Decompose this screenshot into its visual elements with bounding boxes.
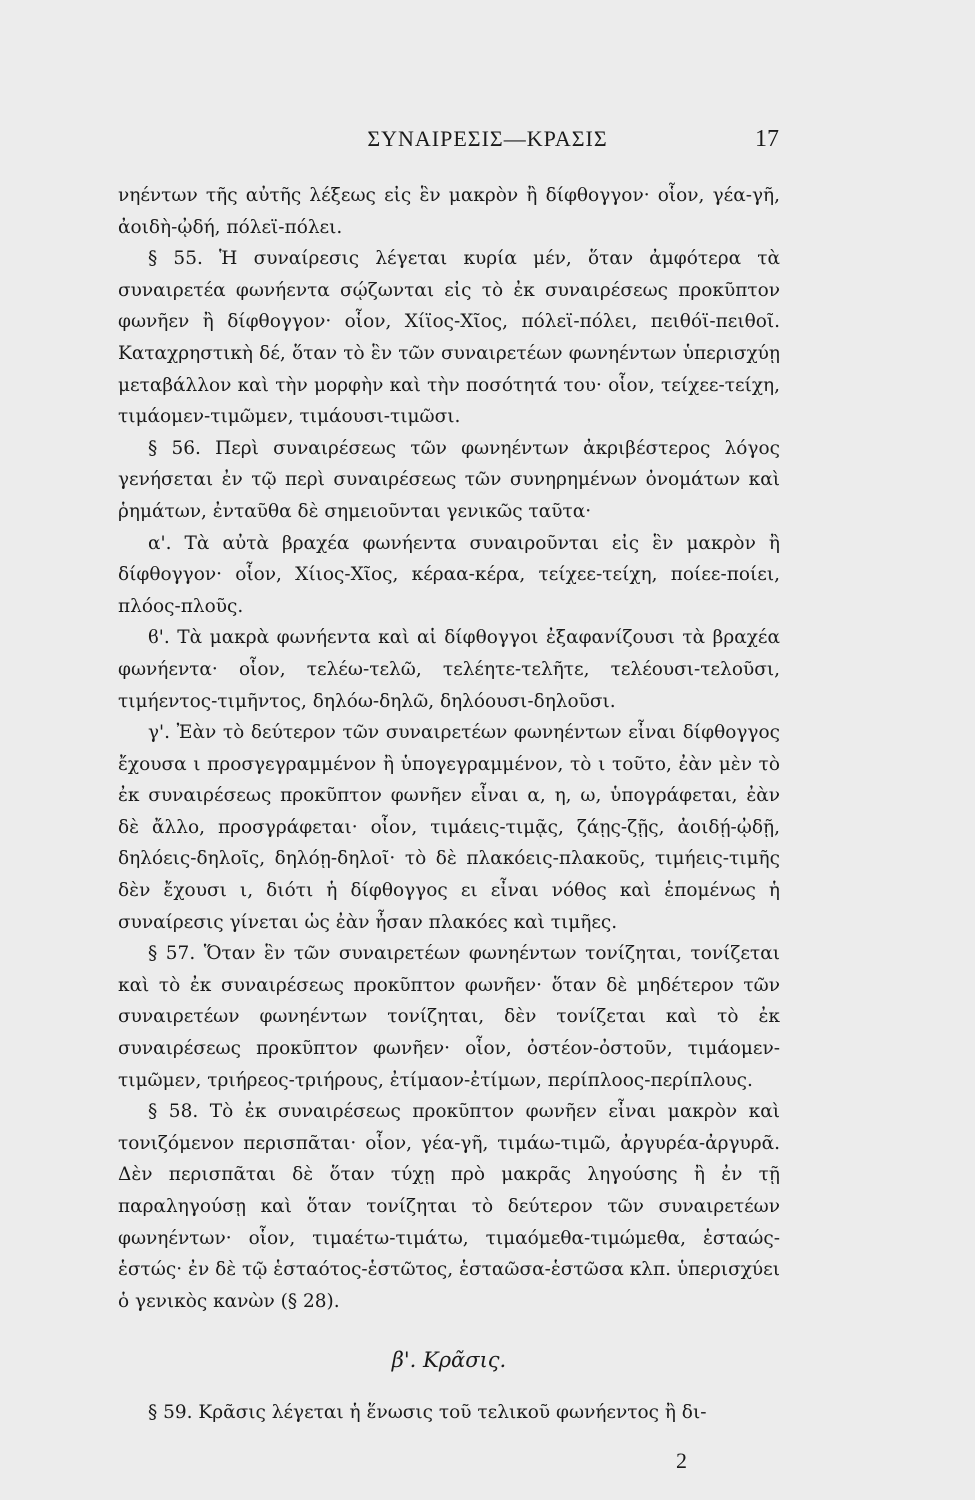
paragraph-section-59: § 59. Κρᾶσις λέγεται ἡ ἕνωσις τοῦ τελικοῦ φωνήεντος ἢ δι- (148, 1401, 707, 1423)
body-text (118, 180, 780, 1429)
paragraph-rule-b: ϐ'. Τὰ μακρὰ φωνήεντα καὶ αἱ δίφθογγοι ἐξαφανίζουσι τὰ βραχέα φωνήεντα· οἷον, τελέω-τελῶ, τελέητε-τελῆτε, τελέουσι-τελοῦσι, τιμήεντος-τιμῆντος, δηλόω-δηλῶ, δηλόουσι-δηλοῦσι. (118, 627, 780, 712)
paragraph-rule-a: α'. Τὰ αὐτὰ βραχέα φωνήεντα συναιροῦνται εἰς ἓν μακρὸν ἢ δίφθογγον· οἷον, Χίιος-Χῖος, κέραα-κέρα, τείχεε-τείχη, ποίεε-ποίει, πλόος-πλοῦς. (118, 532, 780, 617)
page-header (0, 126, 975, 158)
paragraph-section-56: § 56. Περὶ συναιρέσεως τῶν φωνηέντων ἀκριβέστερος λόγος γενήσεται ἐν τῷ περὶ συναιρέσεως τῶν συνηρημένων ὀνομάτων καὶ ῥημάτων, ἐνταῦθα δὲ σημειοῦνται γενικῶς ταῦτα· (118, 437, 780, 522)
paragraph-continuation: νηέντων τῆς αὐτῆς λέξεως εἰς ἓν μακρὸν ἢ δίφθογγον· οἷον, γέα-γῆ, ἀοιδὴ-ᾠδή, πόλεϊ-πόλει. (118, 185, 780, 238)
section-subheading: β'. Κρᾶσις. (391, 1348, 507, 1373)
page-number: 17 (755, 126, 779, 152)
paragraph-rule-c: γ'. Ἐὰν τὸ δεύτερον τῶν συναιρετέων φωνηέντων εἶναι δίφθογγος ἔχουσα ι προσγεγραμμένον ἢ ὑπογεγραμμένον, τὸ ι τοῦτο, ἐὰν μὲν τὸ ἐκ συναιρέσεως προκῦπτον φωνῆεν εἶναι α, η, ω, ὑπογράφεται, ἐὰν δὲ ἄλλο, προσγράφεται· οἷον, τιμάεις-τιμᾷς, ζάῃς-ζῇς, ἀοιδῄ-ᾠδῇ, δηλόεις-δηλοῖς, δηλόῃ-δηλοῖ· τὸ δὲ πλακόεις-πλακοῦς, τιμήεις-τιμῆς δὲν ἔχουσι ι, διότι ἡ δίφθογγος ει εἶναι νόθος καὶ ἑπομένως ἡ συναίρεσις γίνεται ὡς ἐὰν ἦσαν πλακόες καὶ τιμῆες. (118, 722, 780, 933)
paragraph-section-55: § 55. Ἡ συναίρεσις λέγεται κυρία μέν, ὅταν ἀμφότερα τὰ συναιρετέα φωνήεντα σῴζωνται εἰς τὸ ἐκ συναιρέσεως προκῦπτον φωνῆεν ἢ δίφθογγον· οἷον, Χίϊος-Χῖος, πόλεϊ-πόλει, πειθόϊ-πειθοῖ. Καταχρηστικὴ δέ, ὅταν τὸ ἓν τῶν συναιρετέων φωνηέντων ὑπερισχύῃ μεταβάλλον καὶ τὴν μορφὴν καὶ τὴν ποσότητά του· οἷον, τείχεε-τείχη, τιμάομεν-τιμῶμεν, τιμάουσι-τιμῶσι. (118, 248, 780, 428)
paragraph-section-58: § 58. Τὸ ἐκ συναιρέσεως προκῦπτον φωνῆεν εἶναι μακρὸν καὶ τονιζόμενον περισπᾶται· οἷον, γέα-γῆ, τιμάω-τιμῶ, ἀργυρέα-ἀργυρᾶ. Δὲν περισπᾶται δὲ ὅταν τύχῃ πρὸ μακρᾶς ληγούσης ἢ ἐν τῇ παραληγούσῃ καὶ ὅταν τονίζηται τὸ δεύτερον τῶν συναιρετέων φωνηέντων· οἷον, τιμαέτω-τιμάτω, τιμαόμεθα-τιμώμεθα, ἑσταώς-ἑστώς· ἐν δὲ τῷ ἑσταότος-ἑστῶτος, ἑσταῶσα-ἑστῶσα κλπ. ὑπερισχύει ὁ γενικὸς κανὼν (§ 28). (118, 1101, 780, 1312)
running-title: ΣΥΝΑΙΡΕΣΙΣ—ΚΡΑΣΙΣ (367, 126, 608, 151)
paragraph-section-57: § 57. Ὅταν ἓν τῶν συναιρετέων φωνηέντων τονίζηται, τονίζεται καὶ τὸ ἐκ συναιρέσεως προκῦπτον φωνῆεν· ὅταν δὲ μηδέτερον τῶν συναιρετέων φωνηέντων τονίζηται, δὲν τονίζεται καὶ τὸ ἐκ συναιρέσεως προκῦπτον φωνῆεν· οἷον, ὀστέον-ὀστοῦν, τιμάομεν-τιμῶμεν, τριήρεος-τριήρους, ἐτίμαον-ἐτίμων, περίπλοος-περίπλους. (118, 943, 780, 1091)
signature-mark: 2 (676, 1448, 687, 1473)
